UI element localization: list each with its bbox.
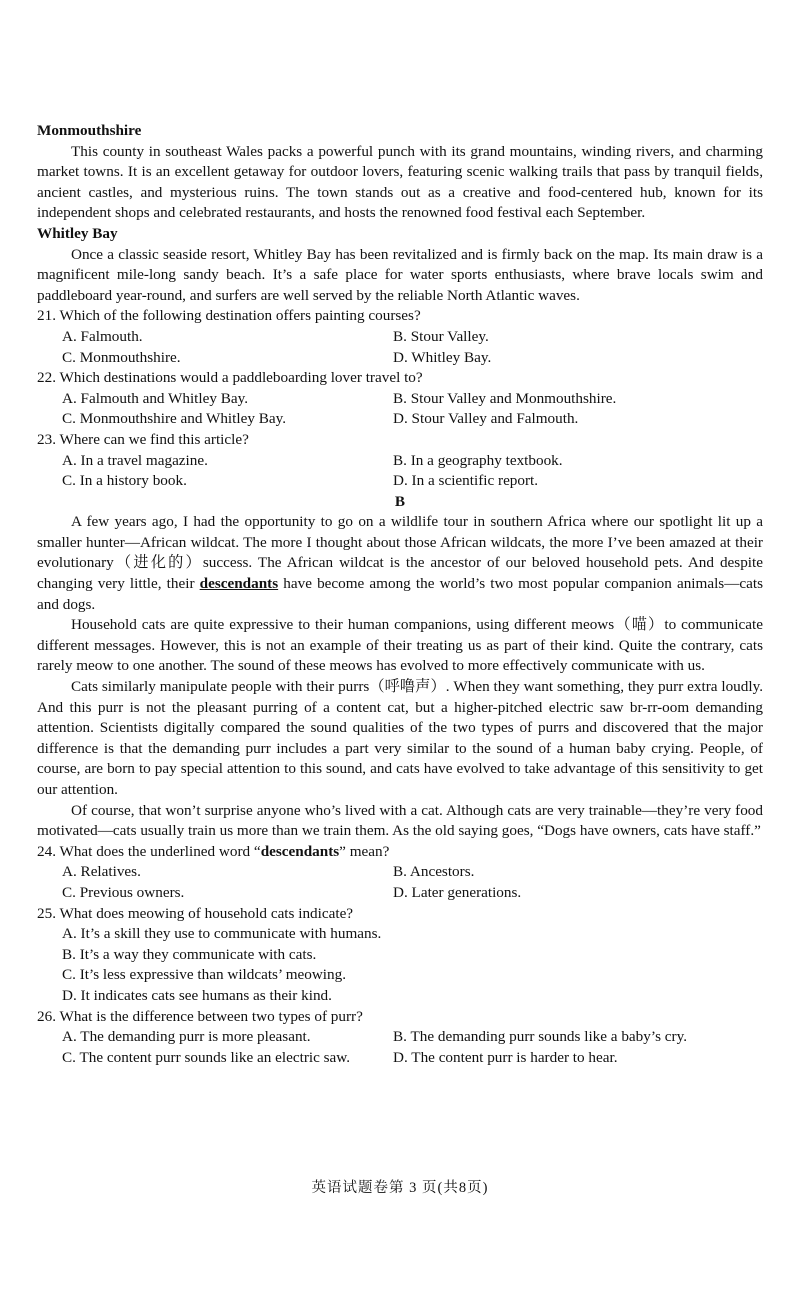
page-footer: 英语试题卷第 3 页(共8页)	[311, 1180, 489, 1196]
option-a: A. Falmouth and Whitley Bay.	[62, 389, 249, 407]
question-stem-after: ” mean?	[339, 842, 390, 860]
question-stem: 23. Where can we find this article?	[37, 430, 249, 448]
option-a: A. In a travel magazine.	[62, 451, 208, 469]
option-a: A. Falmouth.	[62, 327, 143, 345]
question-stem	[37, 842, 763, 863]
question-22	[37, 368, 763, 430]
options-row	[37, 409, 763, 430]
option-a: A. Relatives.	[62, 863, 141, 881]
options-row	[37, 389, 763, 410]
question-26	[37, 1007, 763, 1069]
option-d: D. In a scientific report.	[393, 472, 539, 490]
paragraph-whitley-bay: Once a classic seaside resort, Whitley Bay has been revitalized and is firmly back on the map. Its main draw is a magnificent mile-long sandy beach. It’s a safe place for water sports enthusiasts, where brave locals swim and paddleboard year-round, and surfers are well served by the reliable North Atlantic waves.	[37, 245, 763, 304]
option-c: C. Previous owners.	[62, 883, 185, 901]
option-b: B. Ancestors.	[393, 863, 475, 881]
paragraph-b1-text-before: A few years ago, I had the opportunity to go on a wildlife tour in southern Africa where our spotlight lit up a smaller hunter—African wildcat. The more I thought about those African wildcats, the more I’ve been amazed at their evolutionary（进化的）success. The African wildcat is the ancestor of our beloved household pets. And despite changing very little, their	[37, 513, 763, 593]
page-content	[37, 121, 763, 1068]
question-stem-keyword: descendants	[260, 842, 340, 860]
question-stem: 25. What does meowing of household cats indicate?	[37, 904, 354, 922]
section-heading-whitley-bay: Whitley Bay	[37, 224, 118, 242]
option-c: C. Monmouthshire and Whitley Bay.	[62, 410, 286, 428]
section-heading-monmouthshire: Monmouthshire	[37, 122, 142, 139]
paragraph-monmouthshire: This county in southeast Wales packs a powerful punch with its grand mountains, winding rivers, and charming market towns. It is an excellent getaway for outdoor lovers, featuring scenic walking trails that pass by tranquil fields, ancient castles, and mysterious ruins. The town stands out as a creative and food-centered hub, known for its independent shops and celebrated restaurants, and hosts the renowned food festival each September.	[37, 142, 763, 222]
options-row	[37, 883, 763, 904]
option-b: B. Stour Valley.	[393, 327, 489, 345]
option-d: D. The content purr is harder to hear.	[393, 1048, 618, 1066]
option-a: A. It’s a skill they use to communicate with humans.	[62, 925, 382, 943]
question-25	[37, 904, 763, 1007]
options-row	[37, 327, 763, 348]
options-row	[37, 1048, 763, 1069]
option-d: D. It indicates cats see humans as their kind.	[62, 986, 332, 1004]
options-row	[37, 451, 763, 472]
paragraph-b3: Cats similarly manipulate people with their purrs（呼噜声）. When they want something, they purr extra loudly. And this purr is not the pleasant purring of a content cat, but a higher-pitched electric saw br-rr-oom demanding attention. Scientists digitally compared the sound qualities of the two types of purrs and discovered that the major difference is that the demanding purr includes a part very similar to the sound of a human baby crying. People, of course, are born to pay special attention to this sound, and cats have evolved to take advantage of this sensitivity to get our attention.	[37, 678, 763, 798]
option-b: B. It’s a way they communicate with cats.	[62, 945, 317, 963]
options-row	[37, 862, 763, 883]
question-23	[37, 430, 763, 492]
option-b: B. Stour Valley and Monmouthshire.	[393, 389, 617, 407]
option-b: B. The demanding purr sounds like a baby’s cry.	[393, 1028, 687, 1046]
question-21	[37, 306, 763, 368]
option-c: C. It’s less expressive than wildcats’ meowing.	[62, 966, 347, 984]
question-stem: 26. What is the difference between two types of purr?	[37, 1007, 363, 1025]
option-a: A. The demanding purr is more pleasant.	[62, 1028, 311, 1046]
option-c: C. In a history book.	[62, 472, 187, 490]
paragraph-b4: Of course, that won’t surprise anyone who’s lived with a cat. Although cats are very trainable—they’re very food motivated—cats usually train us more than we train them. As the old saying goes, “Dogs have owners, cats have staff.”	[37, 801, 763, 840]
option-d: D. Whitley Bay.	[393, 348, 492, 366]
options-row	[37, 471, 763, 492]
option-c: C. Monmouthshire.	[62, 348, 181, 366]
paragraph-b1-text-after: have become among the world’s two most popular companion animals—cats and dogs.	[37, 575, 764, 613]
question-stem-before: 24. What does the underlined word “	[37, 842, 261, 860]
options-row	[37, 1027, 763, 1048]
paragraph-b1	[37, 512, 763, 615]
question-stem: 21. Which of the following destination offers painting courses?	[37, 307, 421, 325]
underlined-word: descendants	[199, 575, 279, 593]
options-row	[37, 348, 763, 369]
section-letter-b: B	[394, 492, 406, 510]
question-24	[37, 842, 763, 904]
question-stem: 22. Which destinations would a paddleboarding lover travel to?	[37, 369, 423, 387]
option-d: D. Later generations.	[393, 883, 522, 901]
paragraph-b2: Household cats are quite expressive to their human companions, using different meows（喵）to communicate different messages. However, this is not an example of their treating us as part of their kind. Quite the contrary, cats rarely meow to one another. The sound of these meows has evolved to more effectively communicate with us.	[37, 616, 763, 675]
option-b: B. In a geography textbook.	[393, 451, 563, 469]
option-d: D. Stour Valley and Falmouth.	[393, 410, 579, 428]
option-c: C. The content purr sounds like an electric saw.	[62, 1048, 351, 1066]
